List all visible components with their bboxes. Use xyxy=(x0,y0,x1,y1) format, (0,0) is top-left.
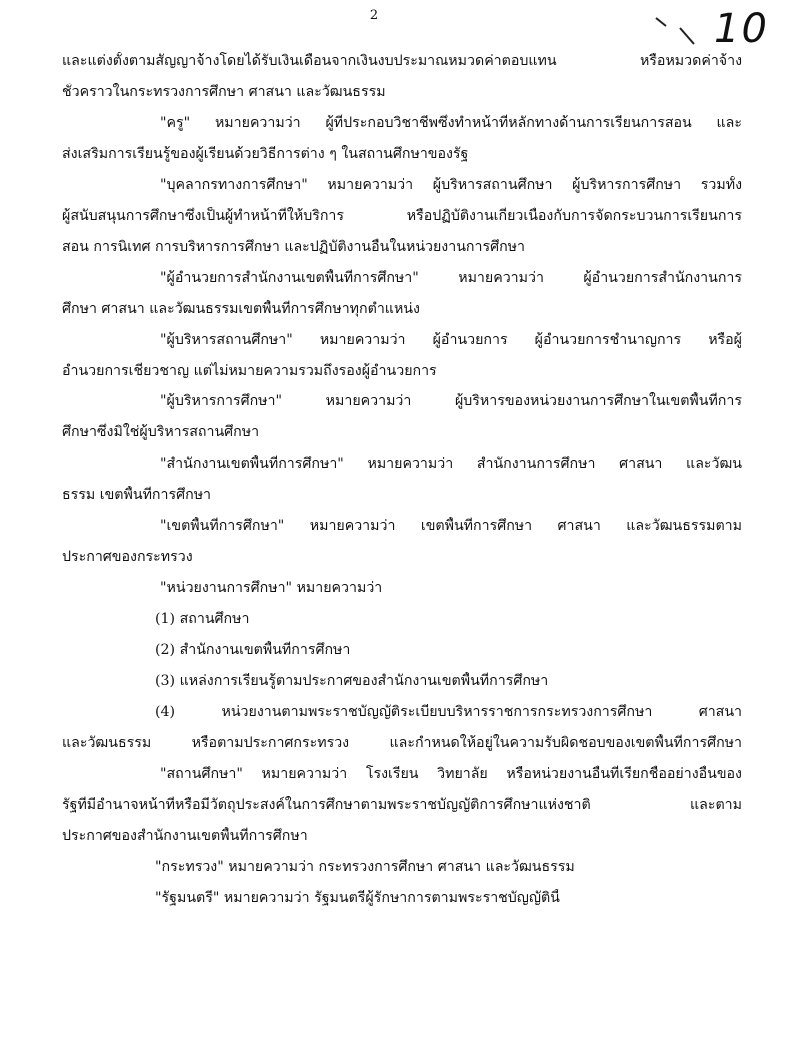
pen-tick-marks xyxy=(650,10,700,50)
definition-education-administrator: "ผู้บริหารการศึกษา" หมายความว่า ผู้บริหารของหน่วยงานการศึกษาในเขตพื้นที่การ xyxy=(160,393,742,409)
text-line: รัฐที่มีอำนาจหน้าที่หรือมีวัตถุประสงค์ในการศึกษาตามพระราชบัญญัติการศึกษาแห่งชาติ และตาม xyxy=(62,797,742,813)
definition-area-office: "สำนักงานเขตพื้นที่การศึกษา" หมายความว่า สำนักงานการศึกษา ศาสนา และวัฒน xyxy=(160,456,742,472)
page-number: 2 xyxy=(369,8,379,23)
text-line: ธรรม เขตพื้นที่การศึกษา xyxy=(62,487,212,503)
list-item: (1) สถานศึกษา xyxy=(155,611,250,627)
definition-school: "สถานศึกษา" หมายความว่า โรงเรียน วิทยาลัย หรือหน่วยงานอื่นที่เรียกชื่ออย่างอื่นของ xyxy=(160,766,742,782)
list-item: (2) สำนักงานเขตพื้นที่การศึกษา xyxy=(155,642,351,658)
definition-school-administrator: "ผู้บริหารสถานศึกษา" หมายความว่า ผู้อำนวยการ ผู้อำนวยการชำนาญการ หรือผู้ xyxy=(160,332,742,348)
text-line: และแต่งตั้งตามสัญญาจ้างโดยได้รับเงินเดือนจากเงินงบประมาณหมวดค่าตอบแทน หรือหมวดค่าจ้าง xyxy=(62,53,742,69)
text-line: ศึกษาซึ่งมิใช่ผู้บริหารสถานศึกษา xyxy=(62,424,260,440)
text-line: อำนวยการเชี่ยวชาญ แต่ไม่หมายความรวมถึงรองผู้อำนวยการ xyxy=(62,363,437,379)
handwritten-page-mark: 10 xyxy=(714,6,769,52)
text-line: ประกาศของสำนักงานเขตพื้นที่การศึกษา xyxy=(62,828,308,844)
text-line: ชั่วคราวในกระทรวงการศึกษา ศาสนา และวัฒนธรรม xyxy=(62,84,386,100)
definition-ministry: "กระทรวง" หมายความว่า กระทรวงการศึกษา ศาสนา และวัฒนธรรม xyxy=(155,859,575,875)
definition-education-unit: "หน่วยงานการศึกษา" หมายความว่า xyxy=(160,580,383,596)
text-line: ศึกษา ศาสนา และวัฒนธรรมเขตพื้นที่การศึกษาทุกตำแหน่ง xyxy=(62,301,420,317)
definition-education-personnel: "บุคลากรทางการศึกษา" หมายความว่า ผู้บริหารสถานศึกษา ผู้บริหารการศึกษา รวมทั้ง xyxy=(160,177,742,193)
text-line: สอน การนิเทศ การบริหารการศึกษา และปฏิบัติงานอื่นในหน่วยงานการศึกษา xyxy=(62,239,525,255)
text-line: ประกาศของกระทรวง xyxy=(62,549,193,565)
definition-minister: "รัฐมนตรี" หมายความว่า รัฐมนตรีผู้รักษาการตามพระราชบัญญัตินี้ xyxy=(155,890,560,906)
list-item: (3) แหล่งการเรียนรู้ตามประกาศของสำนักงานเขตพื้นที่การศึกษา xyxy=(155,673,549,689)
list-item: (4) หน่วยงานตามพระราชบัญญัติระเบียบบริหารราชการกระทรวงการศึกษา ศาสนา xyxy=(155,704,742,720)
text-line: ผู้สนับสนุนการศึกษาซึ่งเป็นผู้ทำหน้าที่ให้บริการ หรือปฏิบัติงานเกี่ยวเนื่องกับการจัดกระบวนการเรียนการ xyxy=(62,208,742,224)
text-line: และวัฒนธรรม หรือตามประกาศกระทรวง และกำหนดให้อยู่ในความรับผิดชอบของเขตพื้นที่การศึกษา xyxy=(62,735,742,751)
definition-education-area: "เขตพื้นที่การศึกษา" หมายความว่า เขตพื้นที่การศึกษา ศาสนา และวัฒนธรรมตาม xyxy=(160,518,742,534)
text-line: ส่งเสริมการเรียนรู้ของผู้เรียนด้วยวิธีการต่าง ๆ ในสถานศึกษาของรัฐ xyxy=(62,146,469,162)
definition-teacher: "ครู" หมายความว่า ผู้ที่ประกอบวิชาชีพซึ่งทำหน้าที่หลักทางด้านการเรียนการสอน และ xyxy=(160,115,742,131)
definition-area-office-director: "ผู้อำนวยการสำนักงานเขตพื้นที่การศึกษา" หมายความว่า ผู้อำนวยการสำนักงานการ xyxy=(160,270,742,286)
